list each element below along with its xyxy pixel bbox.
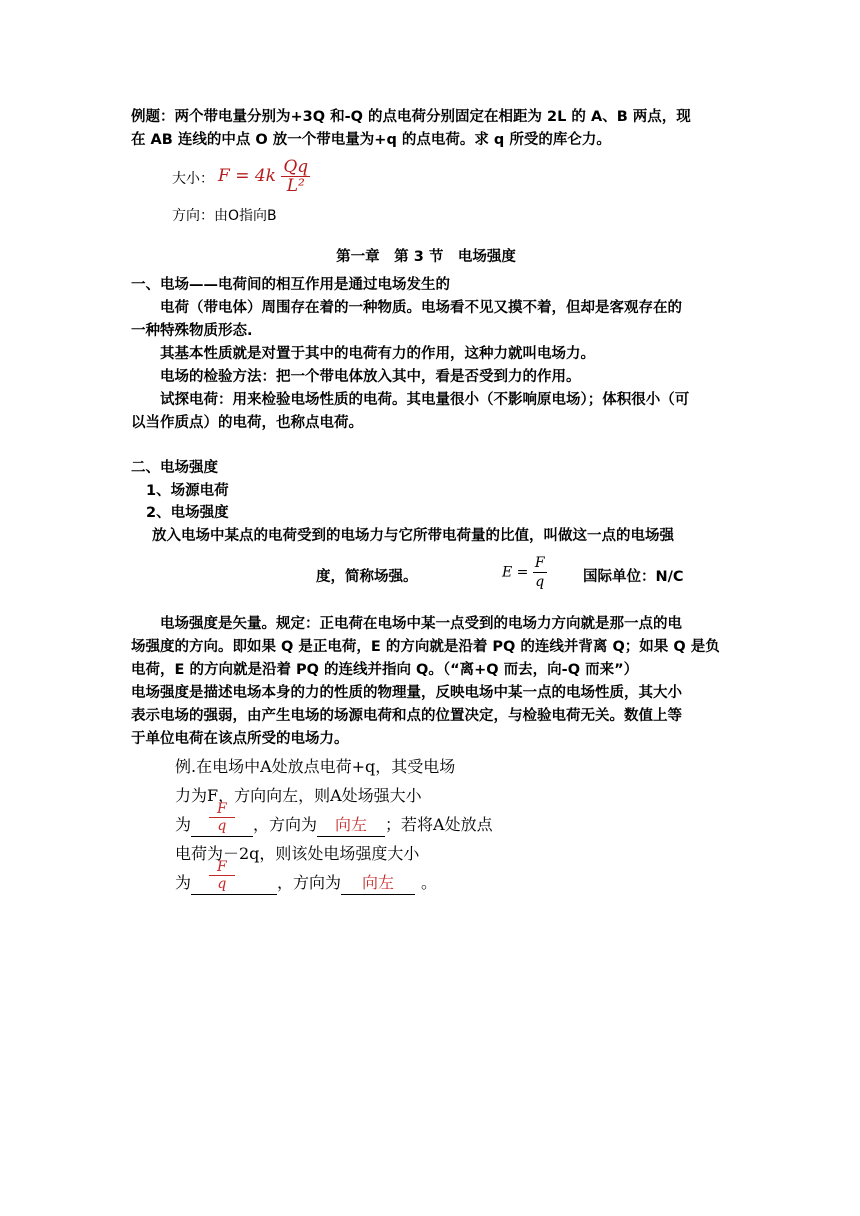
property-line2: 表示电场的强弱，由产生电场的场源电荷和点的位置决定，与检验电荷无关。数值上等 <box>131 708 682 724</box>
field-numerator: F <box>534 555 545 571</box>
section1-p2: 其基本性质就是对置于其中的电荷有力的作用，这种力就叫电场力。 <box>160 346 595 362</box>
chapter-title: 第一章 第 3 节 电场强度 <box>336 249 516 265</box>
coulomb-denominator: L² <box>286 176 305 196</box>
section2-item2: 2、电场强度 <box>146 505 229 521</box>
answer-fraction-1 <box>209 801 235 834</box>
field-fraction <box>533 554 547 591</box>
answer-blank-4: 向左 <box>341 872 415 895</box>
section1-p1-line1: 电荷（带电体）周围存在着的一种物质。电场看不见又摸不着，但却是客观存在的 <box>160 300 682 316</box>
section2-heading: 二、电场强度 <box>131 460 218 476</box>
example-line-1: 例题：两个带电量分别为+3Q 和-Q 的点电荷分别固定在相距为 2L 的 A、B 两点，现 <box>131 109 691 125</box>
section1-p4-line1: 试探电荷：用来检验电场性质的电荷。其电量很小（不影响原电场）；体积很小（可 <box>160 392 690 408</box>
exercise-line2: 力为F，方向向左，则A处场强大小 <box>175 786 422 805</box>
coulomb-formula-lhs: F = 4k <box>218 166 276 186</box>
size-label: 大小： <box>172 171 214 187</box>
exercise-line4: 电荷为－2q，则该处电场强度大小 <box>175 844 420 863</box>
coulomb-formula <box>218 158 310 195</box>
coulomb-numerator: Qq <box>283 157 309 177</box>
exercise-line5-mid: ，方向为 <box>277 873 342 892</box>
exercise-line3-suffix: ；若将A处放点 <box>385 815 493 834</box>
field-formula-lhs: E = <box>502 564 529 581</box>
property-line3: 于单位电荷在该点所受的电场力。 <box>131 731 349 747</box>
direction-answer: 方向：由O指向B <box>172 208 277 224</box>
section1-p4-line2: 以当作质点）的电荷，也称点电荷。 <box>131 415 363 431</box>
answer-fraction-2-den: q <box>217 876 227 892</box>
definition-line1: 放入电场中某点的电荷受到的电场力与它所带电荷量的比值，叫做这一点的电场强 <box>152 528 674 544</box>
answer-fraction-2 <box>209 859 235 892</box>
exercise-line3-mid: ，方向为 <box>253 815 318 834</box>
coulomb-fraction <box>281 158 310 195</box>
answer-fraction-1-den: q <box>217 818 227 834</box>
field-denominator: q <box>535 574 545 590</box>
exercise-line3-prefix: 为 <box>175 815 192 834</box>
exercise-line1: 例.在电场中A处放点电荷+q，其受电场 <box>175 757 456 776</box>
property-line1: 电场强度是描述电场本身的力的性质的物理量，反映电场中某一点的电场性质，其大小 <box>131 685 682 701</box>
exercise-line5-suffix: 。 <box>421 873 438 892</box>
si-unit: 国际单位：N/C <box>583 569 684 585</box>
section1-heading: 一、电场——电荷间的相互作用是通过电场发生的 <box>131 277 450 293</box>
definition-line2: 度，简称场强。 <box>316 569 418 585</box>
field-strength-formula <box>502 554 547 591</box>
section1-p1-line2: 一种特殊物质形态. <box>131 323 253 339</box>
example-line-2: 在 AB 连线的中点 O 放一个带电量为+q 的点电荷。求 q 所受的库仑力。 <box>131 132 611 148</box>
answer-blank-2: 向左 <box>317 814 385 837</box>
section1-p3: 电场的检验方法：把一个带电体放入其中，看是否受到力的作用。 <box>160 369 581 385</box>
answer-fraction-1-num: F <box>209 801 235 818</box>
exercise-line5-prefix: 为 <box>175 873 192 892</box>
vector-line1: 电场强度是矢量。规定：正电荷在电场中某一点受到的电场力方向就是那一点的电 <box>160 616 682 632</box>
vector-line3: 电荷，E 的方向就是沿着 PQ 的连线并指向 Q。（“离+Q 而去，向-Q 而来”） <box>131 662 639 678</box>
vector-line2: 场强度的方向。即如果 Q 是正电荷，E 的方向就是沿着 PQ 的连线并背离 Q；如果 Q 是负 <box>131 639 720 655</box>
section2-item1: 1、场源电荷 <box>146 483 229 499</box>
answer-fraction-2-num: F <box>209 859 235 876</box>
